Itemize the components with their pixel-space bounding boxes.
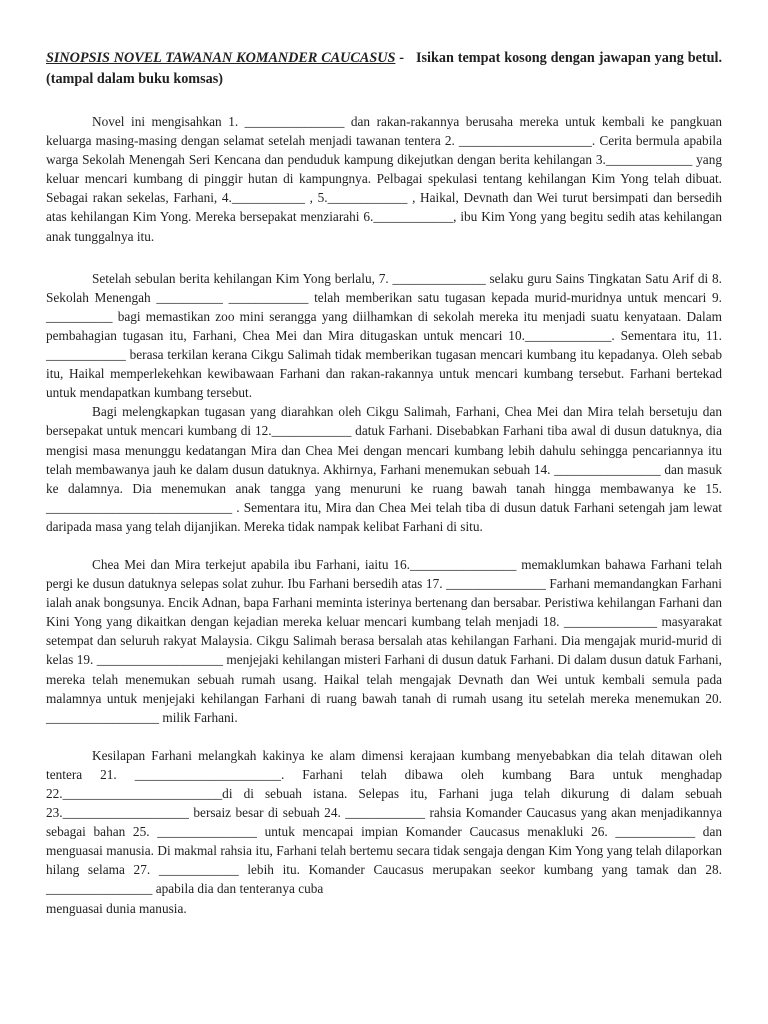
synopsis-paragraph-3: Bagi melengkapkan tugasan yang diarahkan oleh Cikgu Salimah, Farhani, Chea Mei dan Mira telah bersetuju dan bersepakat untuk mencari kumbang di 12.____________ datuk Farhani. Disebabkan Farhani tiba awal di dusun datuknya, dia mengisi masa menunggu kedatangan Mira dan Chea Mei dengan mencari kumbang lebih dahulu sehingga pencariannya itu telah membawanya jauh ke dalam dusun datuknya. Akhirnya, Farhani menemukan sebuah 14. ________________ dan masuk ke dalamnya. Dia menemukan anak tangga yang menuruni ke ruang bawah tanah hingga membawanya ke 15. ____________________________ . Sementara itu, Mira dan Chea Mei telah tiba di dusun datuk Farhani setengah jam lewat daripada masa yang telah dijanjikan. Mereka tidak nampak kelibat Farhani di situ.: [46, 404, 722, 534]
synopsis-paragraph-5: Kesilapan Farhani melangkah kakinya ke alam dimensi kerajaan kumbang menyebabkan dia telah ditawan oleh tentera 21. ______________________. Farhani telah dibawa oleh kumbang Bara untuk menghadap 22.________________________di di sebuah istana. Selepas itu, Farhani juga telah dikurung di dalam sebuah 23.___________________ bersaiz besar di sebuah 24. ____________ rahsia Komander Caucasus yang akan menjadikannya sebagai bahan 25. _______________ untuk mencapai impian Komander Caucasus menakluki 26. ____________ dan menguasai manusia. Di makmal rahsia itu, Farhani telah bertemu secara tidak sengaja dengan Kim Yong yang telah dilaporkan hilang selama 27. ____________ lebih itu. Komander Caucasus merupakan seekor kumbang yang tamak dan 28. ________________ apabila dia dan tenteranya cuba: [46, 747, 722, 897]
synopsis-paragraph-5-continuation: menguasai dunia manusia.: [46, 900, 187, 916]
worksheet-instruction: Isikan tempat kosong dengan jawapan yang betul. (tampal dalam buku komsas): [46, 50, 723, 87]
synopsis-paragraph-1: Novel ini mengisahkan 1. _______________ dan rakan-rakannya berusaha mereka untuk kembali ke pangkuan keluarga masing-masing dengan selamat setelah menjadi tawanan tentera 2. ____________________. Cerita bermula apabila warga Sekolah Menengah Seri Kencana dan penduduk kampung dikejutkan dengan berita kehilangan 3._____________ yang keluar mencari kumbang di pinggir hutan di kampungnya. Pelbagai spekulasi tentang kehilangan Kim Yong telah dibuat. Sebagai rakan sekelas, Farhani, 4.___________ , 5.____________ , Haikal, Devnath dan Wei turut bersimpati dan bersedih atas kehilangan Kim Yong. Mereka bersepakat menziarahi 6.____________, ibu Kim Yong yang begitu sedih atas kehilangan anak tunggalnya itu.: [46, 114, 722, 244]
novel-synopsis-title: SINOPSIS NOVEL TAWANAN KOMANDER CAUCASUS: [46, 50, 396, 66]
synopsis-paragraph-4: Chea Mei dan Mira terkejut apabila ibu Farhani, iaitu 16.________________ memaklumkan bahawa Farhani telah pergi ke dusun datuknya selepas solat zuhur. Ibu Farhani bersedih atas 17. _______________ Farhani memandangkan Farhani ialah anak bongsunya. Encik Adnan, bapa Farhani meminta isterinya bertenang dan bersabar. Peristiwa kehilangan Farhani dan Kini Yong yang dikaitkan dengan kejadian mereka keluar mencari kumbang telah menjadi 18. ______________ masyarakat setempat dan seluruh rakyat Malaysia. Cikgu Salimah berasa bersalah atas kehilangan Farhani. Dia mengajak murid-murid di kelas 19. ___________________ menjejaki kehilangan misteri Farhani di dusun datuk Farhani. Di dalam dusun datuk Farhani, mereka telah menemukan sebuah rumah usang. Haikal telah mengajak Devnath dan Wei untuk kembali semula pada malamnya untuk menjejaki kehilangan Farhani di ruang bawah tanah di rumah usang itu setelah mereka menemukan 20. _________________ milik Farhani.: [46, 556, 722, 725]
synopsis-paragraph-2: Setelah sebulan berita kehilangan Kim Yong berlalu, 7. ______________ selaku guru Sains Tingkatan Satu Arif di 8. Sekolah Menengah __________ ____________ telah memberikan satu tugasan kepada murid-muridnya untuk mencari 9. __________ bagi memastikan zoo mini serangga yang diilhamkan di sekolah mereka itu menjadi suatu kenyataan. Dalam pembahagian tugasan itu, Farhani, Chea Mei dan Mira ditugaskan untuk mencari 10._____________. Sementara itu, 11. ____________ berasa terkilan kerana Cikgu Salimah tidak memberikan tugasan mencari kumbang itu kepadanya. Oleh sebab itu, Haikal memperlekehkan kewibawaan Farhani dan rakan-rakannya untuk mencari kumbang tersebut. Farhani bertekad untuk mendapatkan kumbang tersebut.: [46, 270, 722, 401]
worksheet-heading: [46, 48, 722, 90]
cut-off-line: [46, 899, 722, 916]
title-dash: -: [399, 50, 404, 66]
